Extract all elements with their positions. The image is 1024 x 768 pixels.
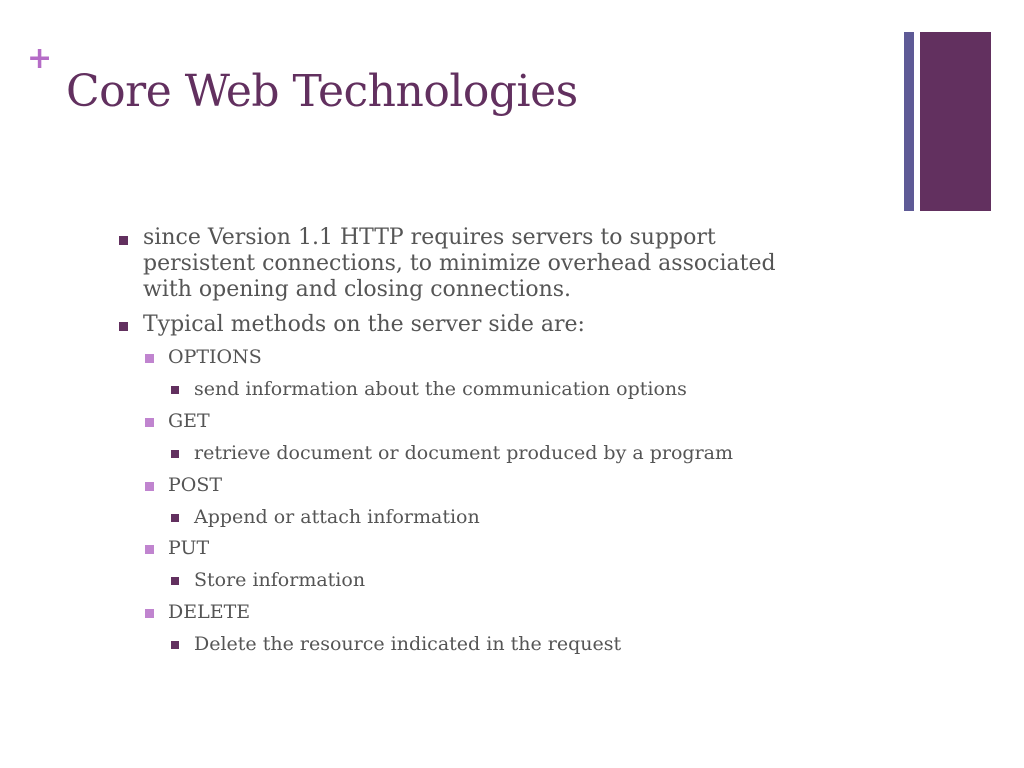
decorative-bar-thick [920,32,991,211]
bullet-line: since Version 1.1 HTTP requires servers to support [143,225,716,250]
square-bullet-icon [119,236,128,245]
square-bullet-icon [171,386,179,394]
method-delete: DELETE [168,601,251,623]
square-bullet-icon [145,418,154,427]
method-options: OPTIONS [168,346,262,368]
method-put: PUT [168,537,210,559]
method-post-desc: Append or attach information [194,506,480,528]
square-bullet-icon [145,354,154,363]
square-bullet-icon [171,641,179,649]
bullet-typical-methods: Typical methods on the server side are: [143,312,585,337]
method-get: GET [168,410,210,432]
square-bullet-icon [145,545,154,554]
square-bullet-icon [171,450,179,458]
method-get-desc: retrieve document or document produced by a program [194,442,733,464]
method-delete-desc: Delete the resource indicated in the request [194,633,622,655]
method-post: POST [168,474,223,496]
square-bullet-icon [171,577,179,585]
square-bullet-icon [119,322,128,331]
bullet-persistent-connections [143,225,776,303]
square-bullet-icon [145,609,154,618]
bullet-line: with opening and closing connections. [143,277,572,302]
method-put-desc: Store information [194,569,366,591]
plus-icon: + [27,41,53,76]
decorative-bar-thin [904,32,914,211]
square-bullet-icon [145,482,154,491]
method-options-desc: send information about the communication options [194,378,687,400]
slide-title: Core Web Technologies [66,66,578,117]
square-bullet-icon [171,514,179,522]
bullet-line: persistent connections, to minimize overhead associated [143,251,776,276]
